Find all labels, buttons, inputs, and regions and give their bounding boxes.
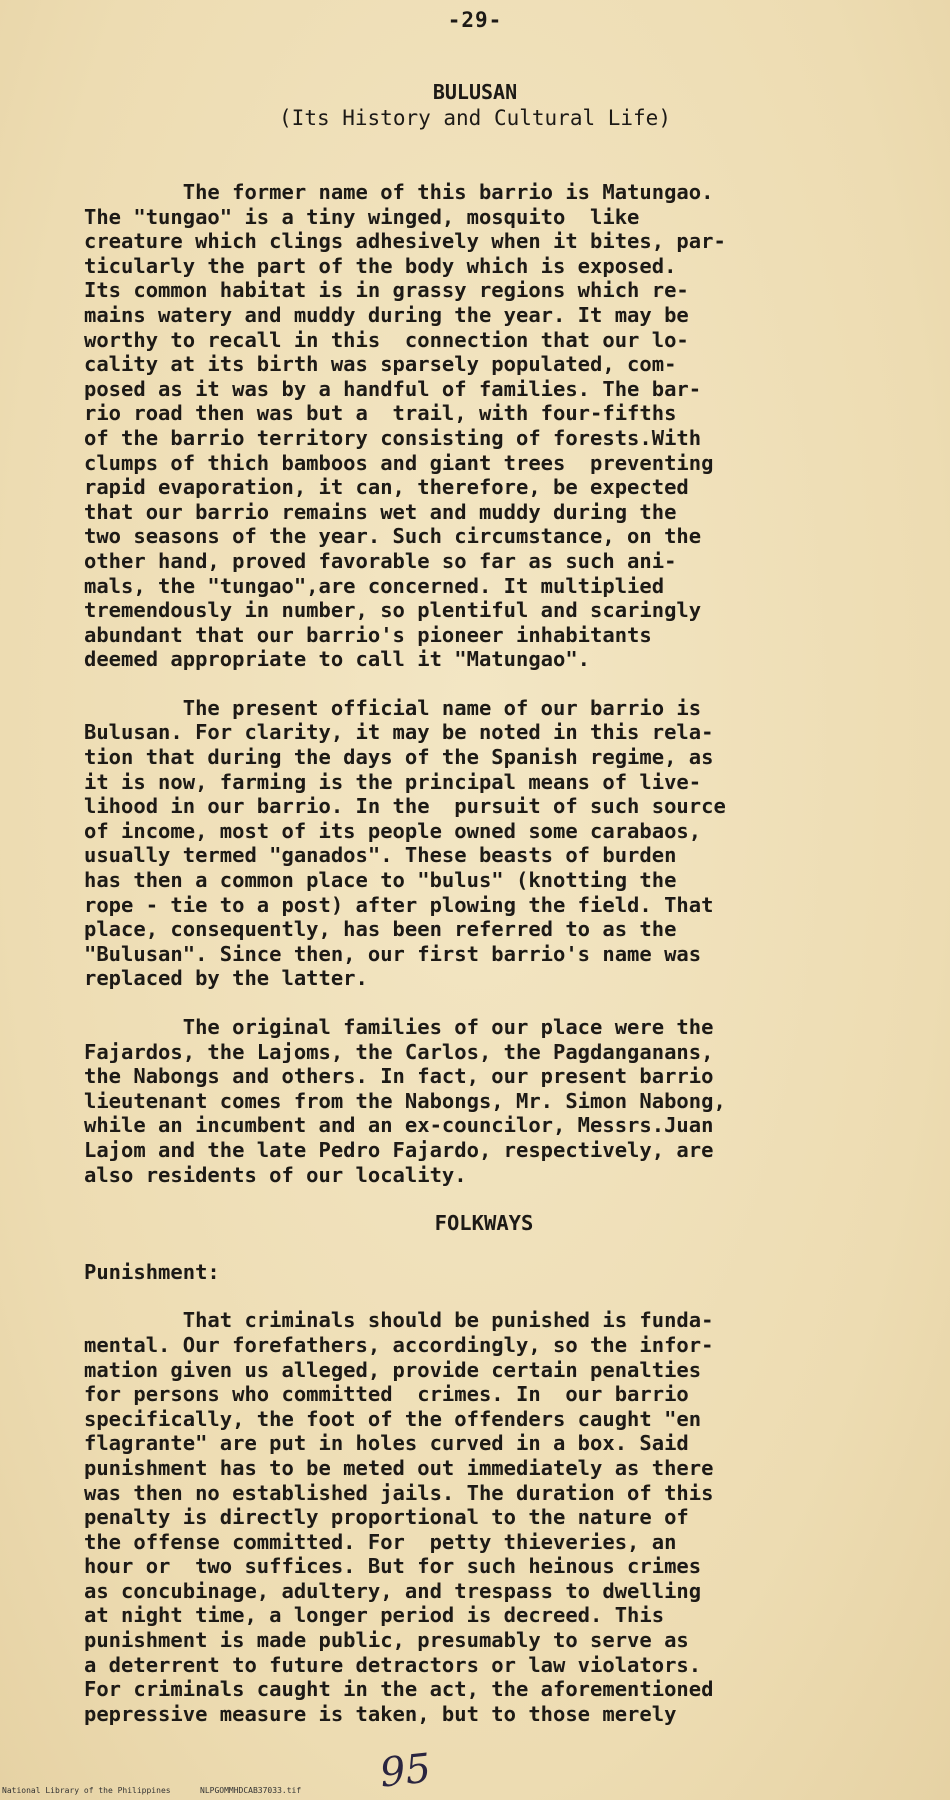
text-line: rope - tie to a post) after plowing the field. That (84, 892, 714, 917)
text-line: the Nabongs and others. In fact, our present barrio (84, 1064, 714, 1089)
text-line: of the barrio territory consisting of forests.With (84, 425, 702, 450)
text-line: lieutenant comes from the Nabongs, Mr. Simon Nabong, (84, 1088, 726, 1113)
text-line: Its common habitat is in grassy regions which re- (84, 278, 689, 303)
text-line: rapid evaporation, it can, therefore, be expected (84, 475, 689, 500)
text-line: abundant that our barrio's pioneer inhabitants (84, 622, 652, 647)
text-line: punishment has to be meted out immediately as there (84, 1455, 714, 1480)
text-line: other hand, proved favorable so far as such ani- (84, 548, 677, 573)
text-line: mation given us alleged, provide certain penalties (84, 1357, 702, 1382)
text-line: Bulusan. For clarity, it may be noted in this rela- (84, 720, 714, 745)
text-line: also residents of our locality. (84, 1162, 467, 1187)
text-line: mains watery and muddy during the year. It may be (84, 302, 689, 327)
document-title: BULUSAN (432, 80, 518, 104)
paragraph-history-former-name (84, 180, 884, 672)
text-line: The present official name of our barrio is (84, 695, 702, 720)
text-line: has then a common place to "bulus" (knotting the (84, 868, 677, 893)
text-line: as concubinage, adultery, and trespass to dwelling (84, 1578, 702, 1603)
text-line: creature which clings adhesively when it bites, par- (84, 229, 726, 254)
subsection-heading-punishment: Punishment: (84, 1259, 220, 1284)
text-line: the offense committed. For petty thieveries, an (84, 1529, 677, 1554)
text-line: a deterrent to future detractors or law violators. (84, 1652, 702, 1677)
section-heading-folkways: FOLKWAYS (434, 1211, 534, 1236)
document-subtitle: (Its History and Cultural Life) (279, 106, 671, 130)
text-line: rio road then was but a trail, with four-fifths (84, 401, 677, 426)
text-line: punishment is made public, presumably to serve as (84, 1628, 689, 1653)
text-line: that our barrio remains wet and muddy during the (84, 499, 677, 524)
text-line: tion that during the days of the Spanish regime, as (84, 745, 714, 770)
text-line: The former name of this barrio is Matungao. (84, 180, 714, 204)
text-line: Fajardos, the Lajoms, the Carlos, the Pagdanganans, (84, 1039, 714, 1064)
text-line: posed as it was by a handful of families. The bar- (84, 376, 702, 401)
text-line: mals, the "tungao",are concerned. It multiplied (84, 573, 665, 598)
text-line: at night time, a longer period is decreed. This (84, 1603, 665, 1628)
text-line: of income, most of its people owned some carabaos, (84, 818, 702, 843)
text-line: for persons who committed crimes. In our barrio (84, 1382, 689, 1407)
text-line: it is now, farming is the principal means of live- (84, 769, 702, 794)
text-line: Lajom and the late Pedro Fajardo, respectively, are (84, 1137, 714, 1162)
document-body (84, 180, 884, 1726)
text-line: The "tungao" is a tiny winged, mosquito like (84, 204, 640, 229)
paragraph-punishment (84, 1308, 884, 1726)
text-line: "Bulusan". Since then, our first barrio's name was (84, 941, 702, 966)
text-line: ticularly the part of the body which is exposed. (84, 253, 677, 278)
text-line: tremendously in number, so plentiful and scaringly (84, 598, 702, 623)
handwritten-page-number: 95 (377, 1745, 434, 1797)
text-line: clumps of thich bamboos and giant trees preventing (84, 450, 714, 475)
footer-library-name: National Library of the Philippines (2, 1786, 171, 1795)
text-line: The original families of our place were the (84, 1015, 714, 1039)
text-line: hour or two suffices. But for such heinous crimes (84, 1554, 702, 1579)
text-line: two seasons of the year. Such circumstance, on the (84, 524, 702, 549)
text-line: worthy to recall in this connection that our lo- (84, 327, 689, 352)
text-line: while an incumbent and an ex-councilor, Messrs.Juan (84, 1113, 714, 1138)
text-line: cality at its birth was sparsely populated, com- (84, 352, 677, 377)
text-line: was then no established jails. The duration of this (84, 1480, 714, 1505)
text-line: pepressive measure is taken, but to those merely (84, 1701, 677, 1726)
text-line: penalty is directly proportional to the nature of (84, 1505, 689, 1530)
text-line: deemed appropriate to call it "Matungao". (84, 647, 591, 672)
text-line: flagrante" are put in holes curved in a box. Said (84, 1431, 689, 1456)
text-line: lihood in our barrio. In the pursuit of such source (84, 794, 726, 819)
paragraph-original-families (84, 1015, 884, 1187)
text-line: For criminals caught in the act, the aforementioned (84, 1677, 714, 1702)
paragraph-present-name (84, 696, 884, 991)
page-number: -29- (447, 8, 503, 32)
footer-file-name: NLPGOMMHDCAB37033.tif (200, 1786, 302, 1795)
text-line: usually termed "ganados". These beasts of burden (84, 843, 677, 868)
text-line: mental. Our forefathers, accordingly, so the infor- (84, 1332, 714, 1357)
text-line: place, consequently, has been referred to as the (84, 917, 677, 942)
text-line: specifically, the foot of the offenders caught "en (84, 1406, 702, 1431)
text-line: That criminals should be punished is funda- (84, 1308, 714, 1333)
text-line: replaced by the latter. (84, 966, 368, 991)
